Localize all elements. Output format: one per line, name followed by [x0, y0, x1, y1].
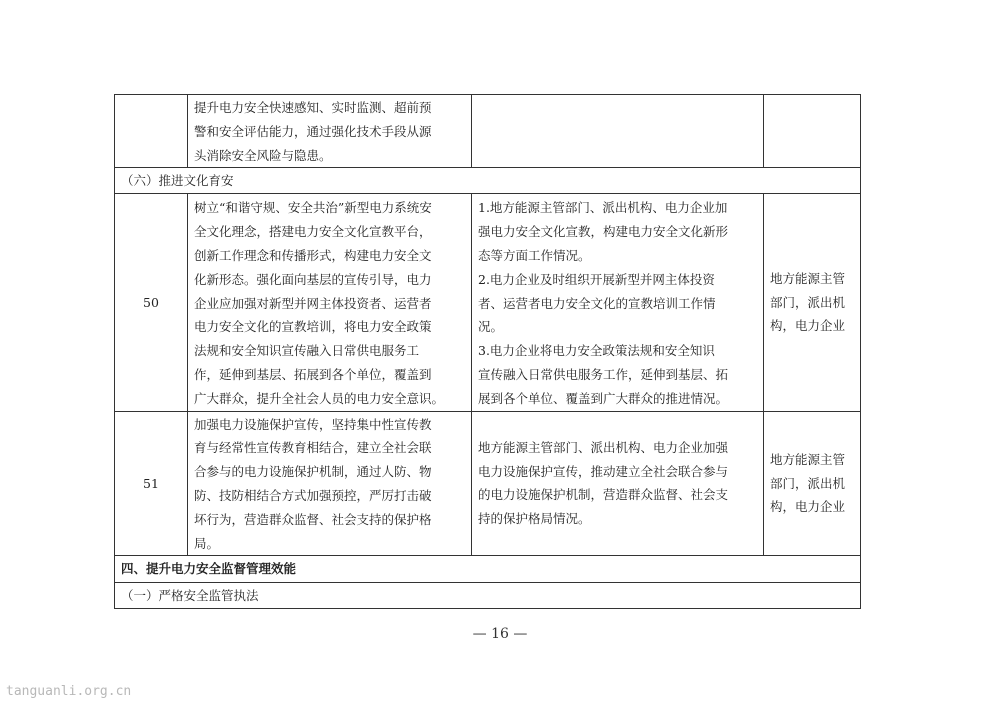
- table-row: [115, 95, 861, 168]
- section-heading-row: [115, 583, 861, 609]
- section-heading: （六）推进文化育安: [115, 168, 861, 194]
- measure-cell: 加强电力设施保护宣传，坚持集中性宣传教 育与经常性宣传教育相结合，建立全社会联 合参与的电力设施保护机制，通过人防、物 防、技防相结合方式加强预控，严厉打击破 坏行为，营造群众监督、社会支持的保护格 局。: [188, 411, 472, 556]
- table-row: [115, 194, 861, 411]
- item-number: 51: [115, 411, 188, 556]
- item-number: 50: [115, 194, 188, 411]
- requirements-table: [114, 94, 861, 609]
- check-cell: [472, 95, 764, 168]
- check-cell: 1.地方能源主管部门、派出机构、电力企业加 强电力安全文化宣教，构建电力安全文化新形 态等方面工作情况。 2.电力企业及时组织开展新型并网主体投资 者、运营者电力安全文化的宣教培训工作情 况。 3.电力企业将电力安全政策法规和安全知识 宣传融入日常供电服务工作，延伸到基层、拓 展到各个单位、覆盖到广大群众的推进情况。: [472, 194, 764, 411]
- measure-cell: 树立“和谐守规、安全共治”新型电力系统安 全文化理念，搭建电力安全文化宣教平台， 创新工作理念和传播形式，构建电力安全文 化新形态。强化面向基层的宣传引导，电力 企业应加强对新型并网主体投资者、运营者 电力安全文化的宣教培训，将电力安全政策 法规和安全知识宣传融入日常供电服务工 作，延伸到基层、拓展到各个单位，覆盖到 广大群众，提升全社会人员的电力安全意识。: [188, 194, 472, 411]
- responsible-cell: [764, 95, 861, 168]
- check-cell: 地方能源主管部门、派出机构、电力企业加强 电力设施保护宣传，推动建立全社会联合参与 的电力设施保护机制，营造群众监督、社会支 持的保护格局情况。: [472, 411, 764, 556]
- section-heading-row: [115, 168, 861, 194]
- responsible-cell: 地方能源主管 部门，派出机 构，电力企业: [764, 411, 861, 556]
- section-heading: （一）严格安全监管执法: [115, 583, 861, 609]
- part-heading-row: [115, 556, 861, 583]
- watermark: tanguanli.org.cn: [6, 684, 132, 699]
- part-heading: 四、提升电力安全监督管理效能: [115, 556, 861, 583]
- table-row: [115, 411, 861, 556]
- page-number: — 16 —: [472, 626, 528, 642]
- responsible-cell: 地方能源主管 部门，派出机 构，电力企业: [764, 194, 861, 411]
- measure-cell: 提升电力安全快速感知、实时监测、超前预 警和安全评估能力，通过强化技术手段从源 头消除安全风险与隐患。: [188, 95, 472, 168]
- num-cell: [115, 95, 188, 168]
